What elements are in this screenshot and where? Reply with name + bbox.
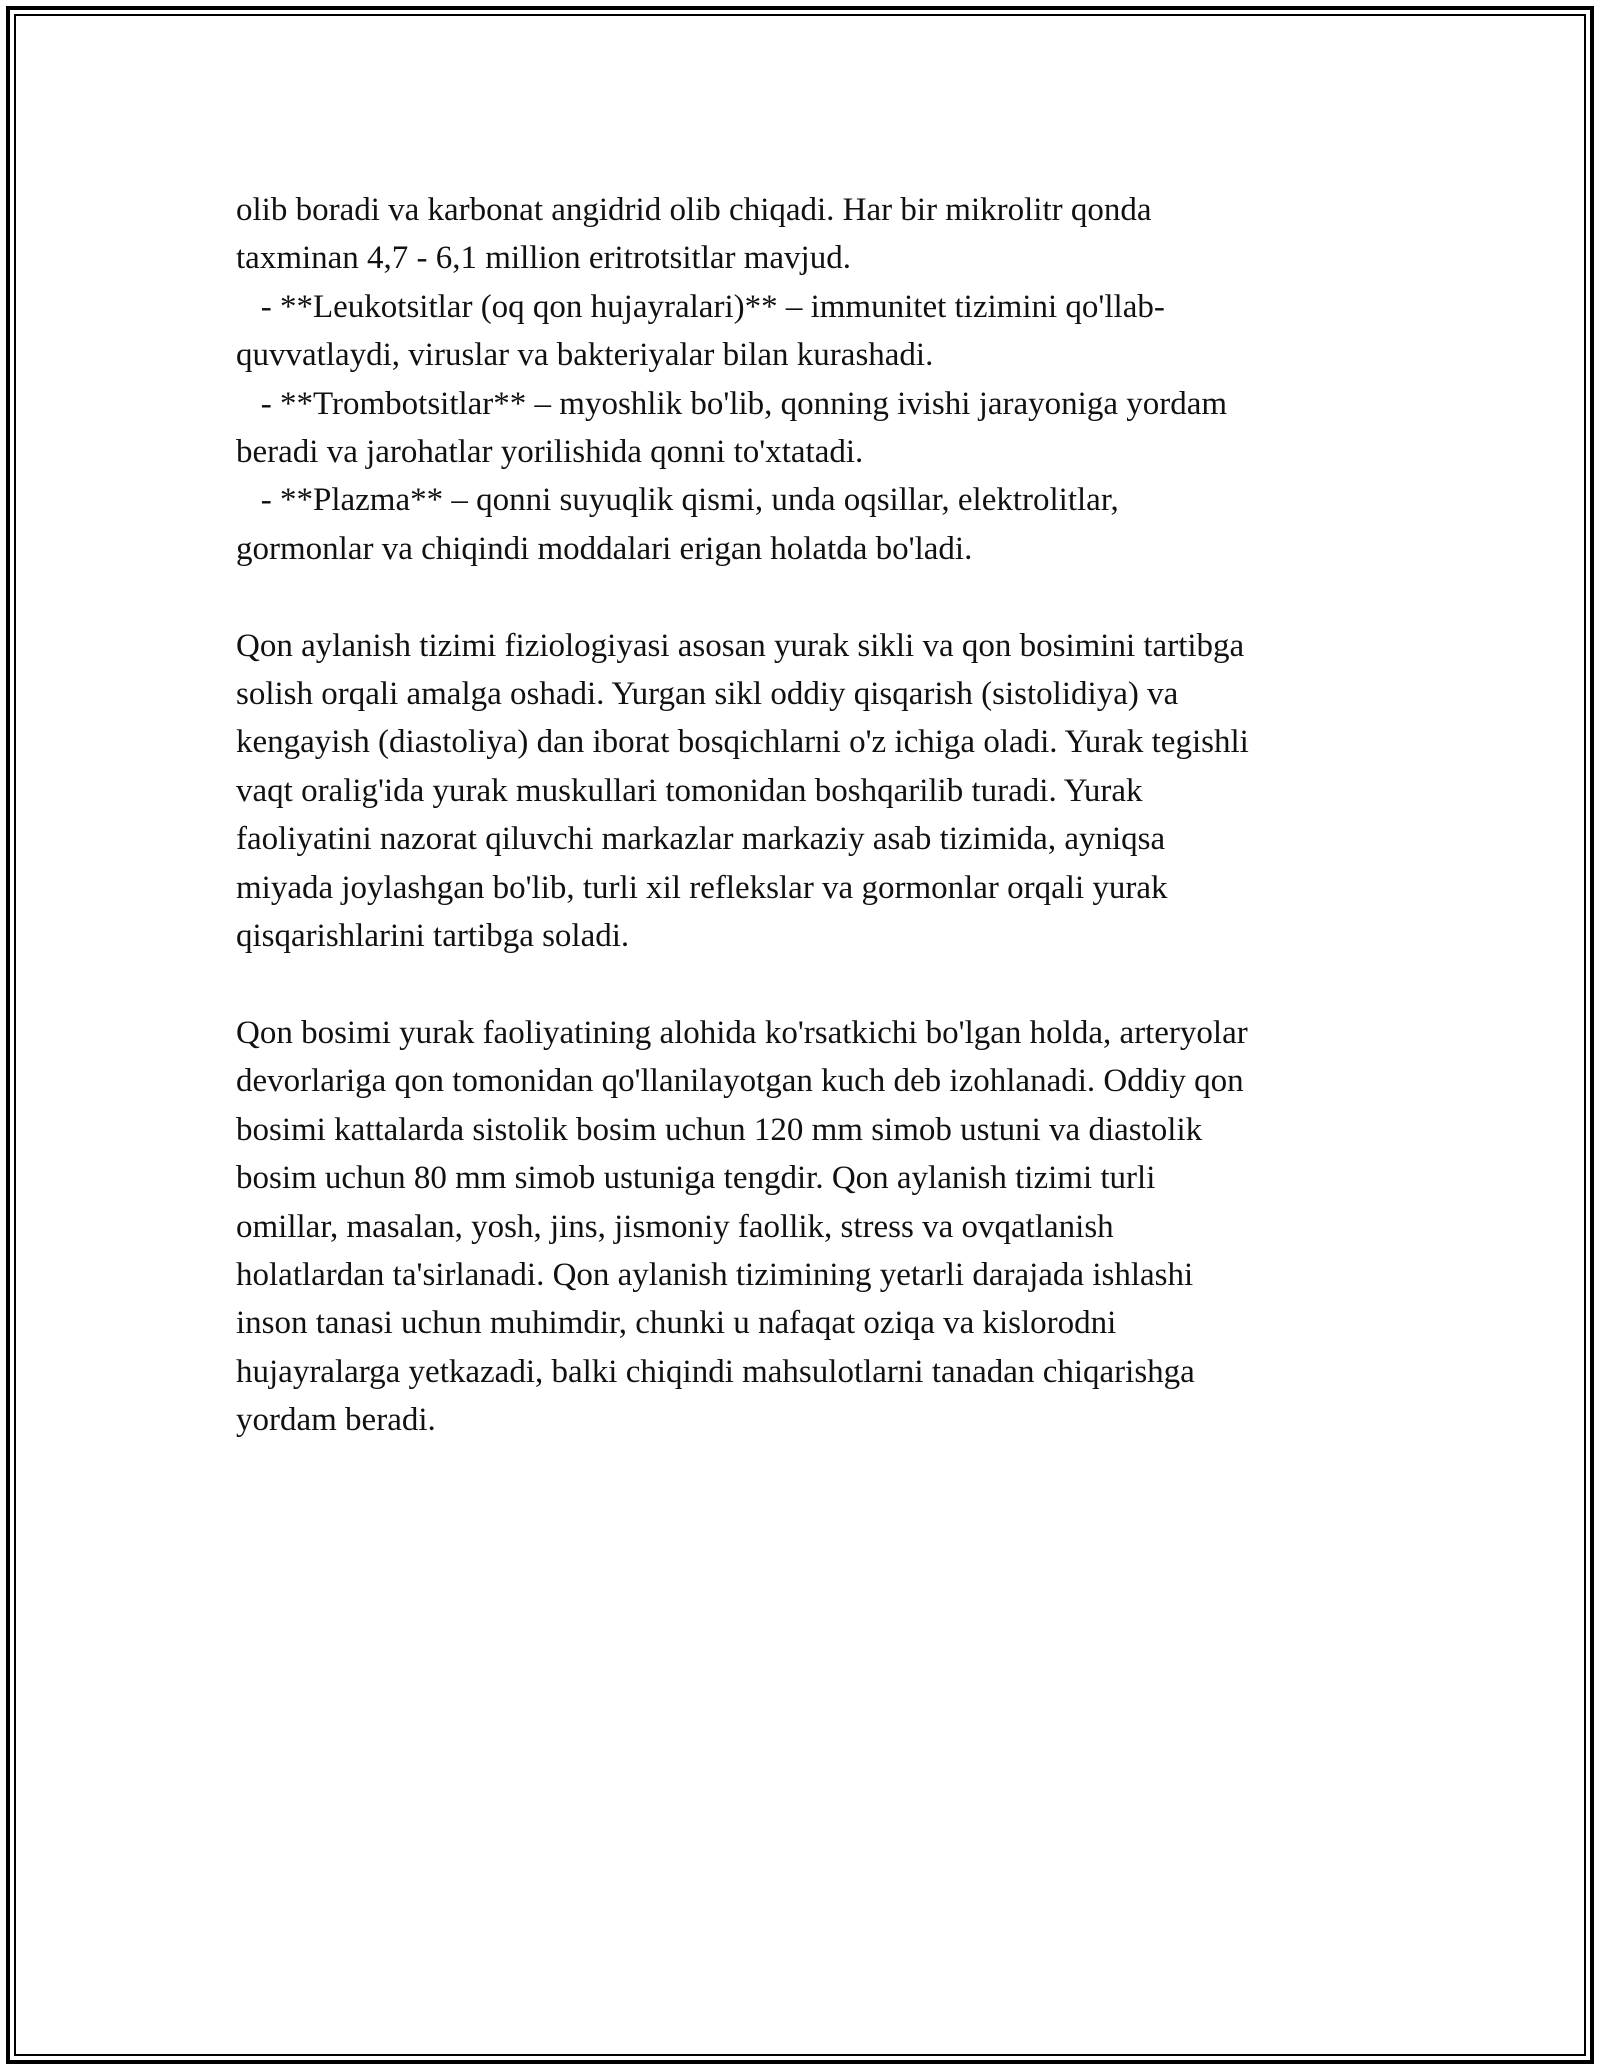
text-line: gormonlar va chiqindi moddalari erigan holatda bo'ladi. [236,530,973,567]
text-line: vaqt oralig'ida yurak muskullari tomonidan boshqarilib turadi. Yurak [236,772,1143,809]
text-line: quvvatlaydi, viruslar va bakteriyalar bilan kurashadi. [236,337,934,374]
paragraph-circulation-physiology [236,622,1376,961]
list-item-plasma: - **Plazma** – qonni suyuqlik qismi, unda oqsillar, elektrolitlar, [236,482,1119,519]
text-line: taxminan 4,7 - 6,1 million eritrotsitlar mavjud. [236,240,851,277]
text-line: qisqarishlarini tartibga soladi. [236,918,630,955]
paragraph-blood-pressure [236,1009,1376,1445]
text-line: omillar, masalan, yosh, jins, jismoniy faollik, stress va ovqatlanish [236,1208,1114,1245]
text-line: bosim uchun 80 mm simob ustuniga tengdir. Qon aylanish tizimi turli [236,1160,1156,1197]
text-line: faoliyatini nazorat qiluvchi markazlar markaziy asab tizimida, ayniqsa [236,821,1166,858]
text-line: yordam beradi. [236,1402,436,1439]
text-line: devorlariga qon tomonidan qo'llanilayotgan kuch deb izohlanadi. Oddiy qon [236,1063,1244,1100]
paragraph-blood-components [236,186,1376,573]
text-line: Qon bosimi yurak faoliyatining alohida ko'rsatkichi bo'lgan holda, arteryolar [236,1014,1248,1051]
text-line: holatlardan ta'sirlanadi. Qon aylanish tizimining yetarli darajada ishlashi [236,1256,1194,1293]
text-line: Qon aylanish tizimi fiziologiyasi asosan yurak sikli va qon bosimini tartibga [236,627,1245,664]
text-line: miyada joylashgan bo'lib, turli xil reflekslar va gormonlar orqali yurak [236,869,1168,906]
text-line: kengayish (diastoliya) dan iborat bosqichlarni o'z ichiga oladi. Yurak tegishli [236,724,1249,761]
text-line: bosimi kattalarda sistolik bosim uchun 120 mm simob ustuni va diastolik [236,1111,1203,1148]
text-line: hujayralarga yetkazadi, balki chiqindi mahsulotlarni tanadan chiqarishga [236,1353,1195,1390]
paragraph-spacer [236,960,1376,1008]
text-line: solish orqali amalga oshadi. Yurgan sikl oddiy qisqarish (sistolidiya) va [236,676,1179,713]
text-line: inson tanasi uchun muhimdir, chunki u nafaqat oziqa va kislorodni [236,1305,1117,1342]
list-item-thrombocytes: - **Trombotsitlar** – myoshlik bo'lib, qonning ivishi jarayoniga yordam [236,385,1228,422]
text-line: beradi va jarohatlar yorilishida qonni to'xtatadi. [236,434,864,471]
document-body [236,186,1376,1445]
list-item-leukocytes: - **Leukotsitlar (oq qon hujayralari)** – immunitet tizimini qo'llab- [236,288,1165,325]
paragraph-spacer [236,573,1376,621]
text-line: olib boradi va karbonat angidrid olib chiqadi. Har bir mikrolitr qonda [236,192,1152,228]
